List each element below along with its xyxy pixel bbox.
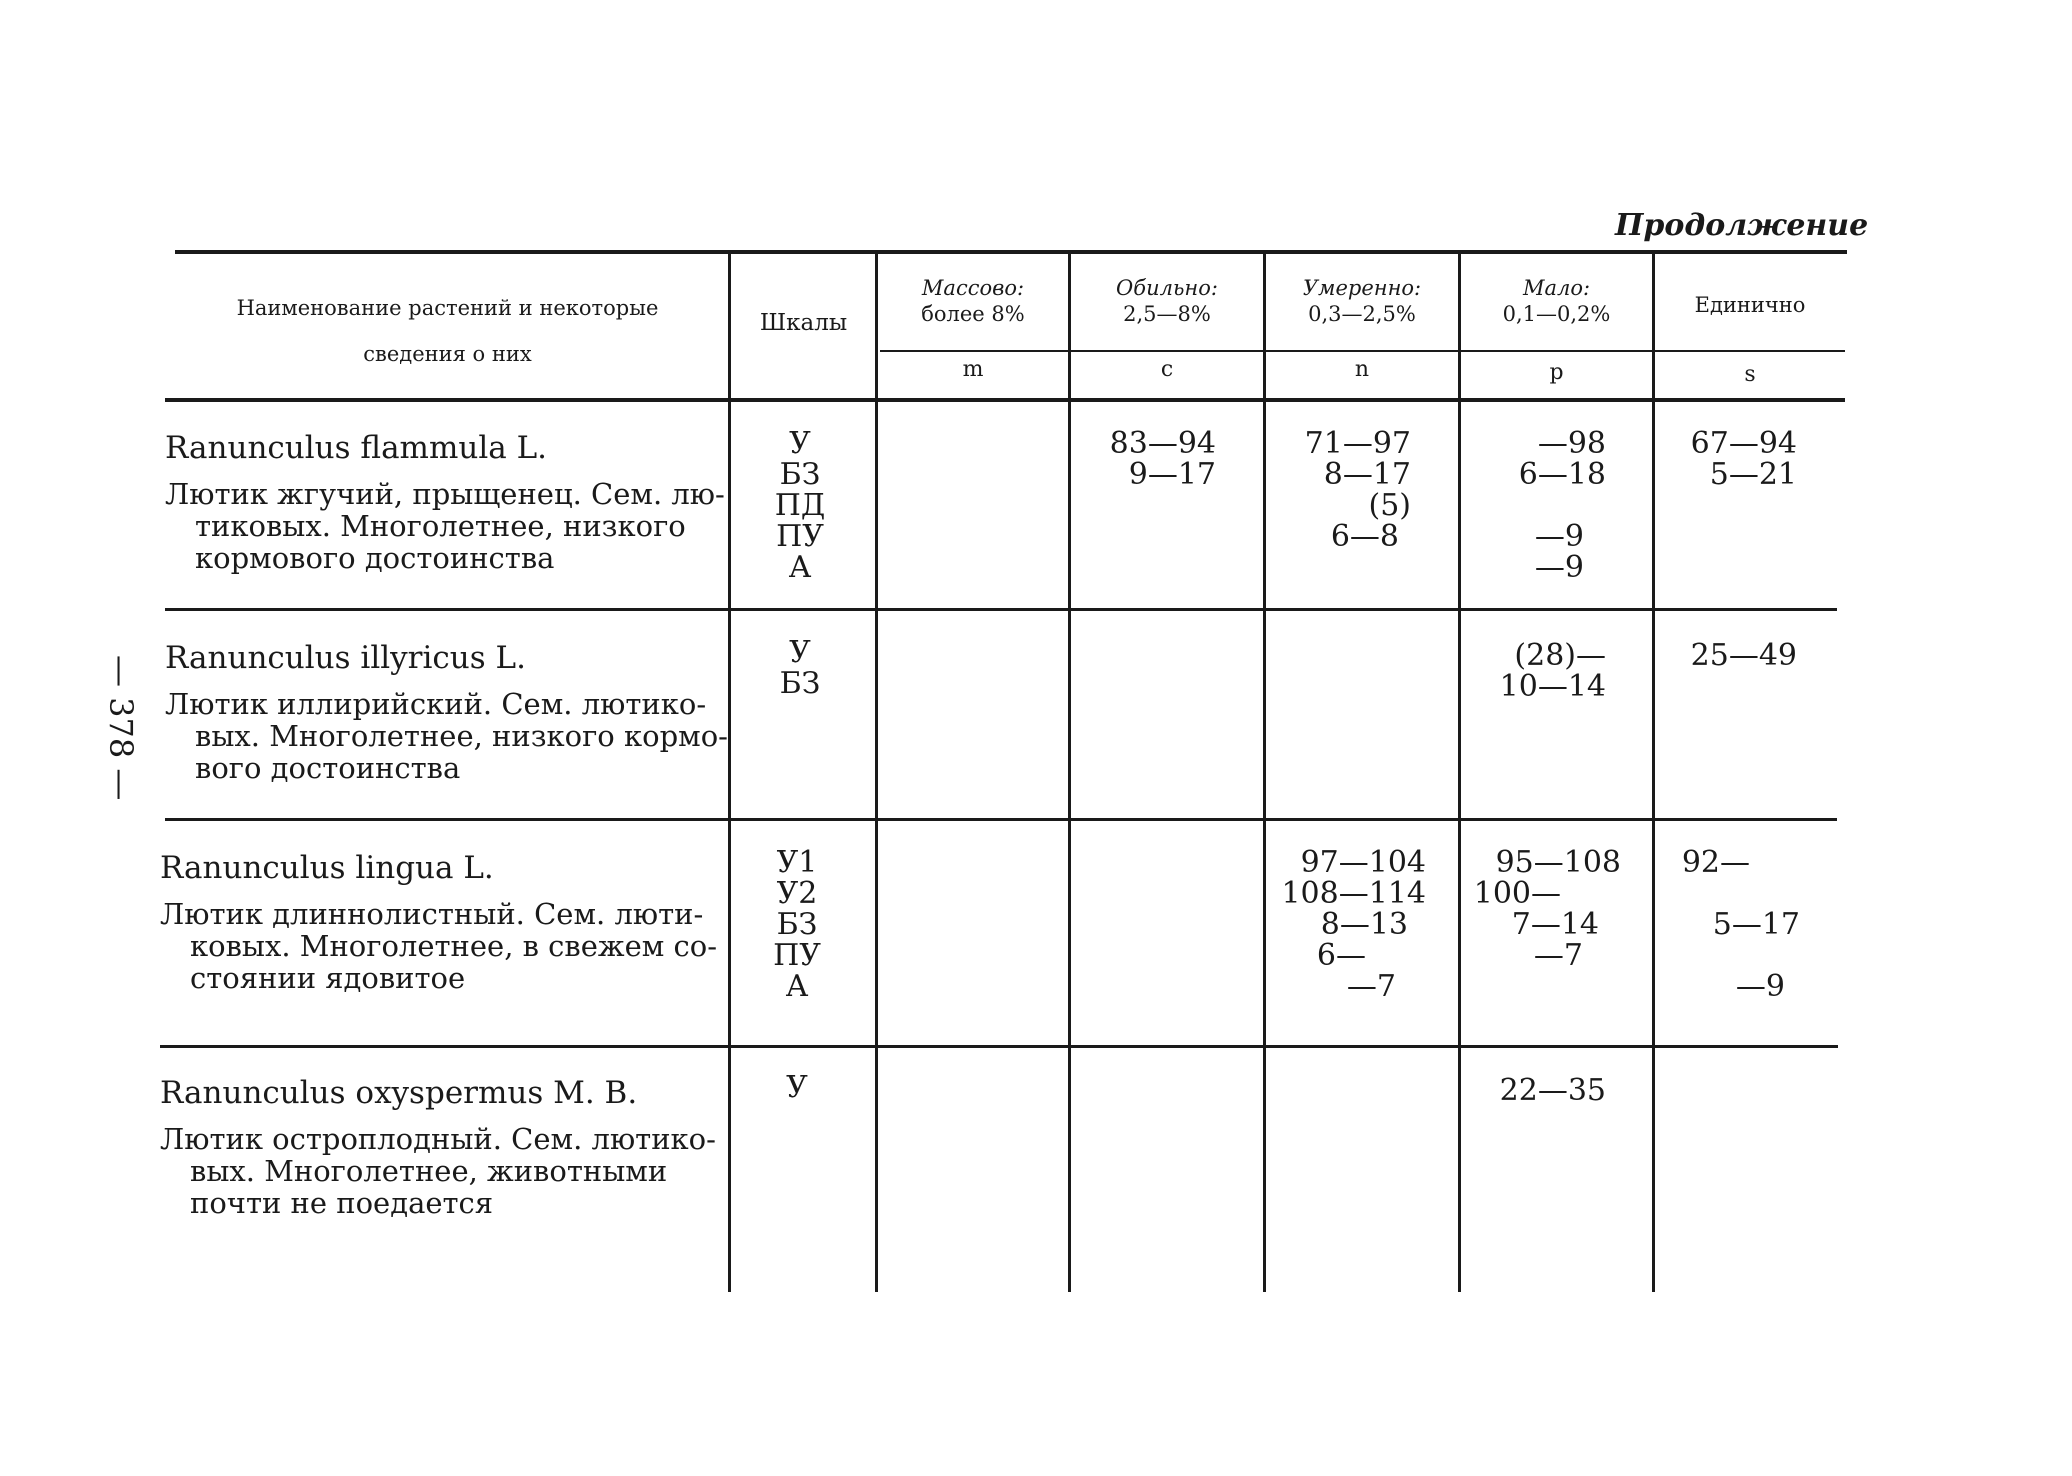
header-umerenno-label: Умеренно: [1302,276,1422,300]
desc-line: тиковых. Многолетнее, низкого [195,509,686,543]
table-continuation-caption: Продолжение [1615,208,1869,243]
desc-line: Лютик остроплодный. Сем. лютико- [160,1122,716,1156]
value-c [1071,428,1216,490]
col-divider-p-s [1652,252,1655,1292]
scale-code: БЗ [779,666,821,701]
scale-codes [745,428,855,583]
cell-value: (5) [1368,488,1411,523]
scale-code: У [786,1070,808,1105]
header-scales: Шкалы [759,310,848,336]
cell-value: —7 [1533,938,1583,973]
plant-description [160,897,718,995]
desc-line: стоянии ядовитое [190,961,466,995]
col-divider-c-n [1263,252,1266,1292]
header-malo-range: 0,1—0,2% [1502,302,1611,326]
header-s: s [1744,362,1756,387]
value-n [1266,428,1411,552]
cell-value: 10—14 [1499,669,1606,704]
desc-line: вого достоинства [195,751,461,785]
row-separator-3 [160,1045,1838,1048]
cell-value: 95—108 [1495,845,1621,880]
header-massovo-label: Массово: [921,276,1025,300]
cell-value: —9 [1534,550,1584,585]
plant-description [165,477,725,575]
cell-value: 92— [1681,845,1750,880]
header-malo [1461,275,1652,327]
header-bottom-rule [165,398,1845,402]
header-p: p [1549,360,1564,385]
cell-value: 25—49 [1690,638,1797,673]
scale-codes [742,847,852,1002]
value-p [1461,847,1621,971]
row-separator-2 [165,818,1837,821]
header-name-line2: сведения о них [363,342,532,366]
cell-value: (28)— [1514,638,1606,673]
cell-value: 9—17 [1128,457,1216,492]
cell-value: —7 [1346,969,1396,1004]
plant-latin-name: Ranunculus illyricus L. [165,640,526,676]
cell-value: 5—21 [1709,457,1797,492]
scale-code: У2 [776,876,818,911]
header-malo-label: Мало: [1522,276,1591,300]
col-divider-name-scales [728,252,731,1292]
page-number: — 378 — [102,655,140,801]
plant-latin-name: Ranunculus flammula L. [165,430,548,466]
col-divider-n-p [1458,252,1461,1292]
header-umerenno-range: 0,3—2,5% [1308,302,1416,326]
cell-value: 97—104 [1300,845,1426,880]
value-p [1461,640,1606,702]
header-c: c [1160,357,1174,382]
desc-line: вых. Многолетнее, животными [190,1154,668,1188]
cell-value: 5—17 [1712,907,1800,942]
scale-code: БЗ [779,457,821,492]
desc-line: почти не поедается [190,1186,494,1220]
col-divider-m-c [1068,252,1071,1292]
cell-value: 100— [1473,876,1561,911]
value-p [1461,1075,1606,1106]
plant-latin-name: Ranunculus lingua L. [160,850,494,886]
header-massovo-range: более 8% [921,302,1025,326]
desc-line: Лютик жгучий, прыщенец. Сем. лю- [165,477,725,511]
scale-code: ПД [774,488,826,523]
table-top-rule [175,250,1847,254]
cell-value: 71—97 [1304,426,1411,461]
cell-value: 8—17 [1323,457,1411,492]
header-obilno [1071,275,1263,327]
plant-description [165,687,728,785]
plant-description [160,1122,716,1220]
header-edinichno: Единично [1694,293,1806,317]
value-p [1461,428,1606,583]
scale-code: ПУ [773,938,821,973]
header-n: n [1354,357,1370,382]
scale-code: ПУ [776,519,824,554]
cell-value: 6—8 [1330,519,1399,554]
scale-code: У [789,426,811,461]
cell-value: 108—114 [1281,876,1426,911]
cell-value: 6—18 [1518,457,1606,492]
scale-codes [742,1072,852,1103]
cell-value: 83—94 [1109,426,1216,461]
scale-codes [745,637,855,699]
scale-code: А [785,969,809,1004]
value-s [1655,847,1800,1002]
scale-code: У [789,635,811,670]
header-massovo [878,275,1068,327]
row-separator-1 [165,608,1837,611]
header-name-col [175,285,720,377]
header-m: m [962,357,984,382]
cell-value: 22—35 [1499,1073,1606,1108]
plant-latin-name: Ranunculus oxyspermus M. B. [160,1075,638,1111]
scale-code: У1 [776,845,818,880]
value-n [1266,847,1426,1002]
desc-line: ковых. Многолетнее, в свежем со- [190,929,718,963]
cell-value: —9 [1735,969,1785,1004]
cell-value: 7—14 [1511,907,1599,942]
desc-line: Лютик длиннолистный. Сем. люти- [160,897,704,931]
header-name-line1: Наименование растений и некоторые [236,296,659,320]
header-umerenno [1266,275,1458,327]
value-s [1655,640,1797,671]
cell-value: 67—94 [1690,426,1797,461]
cell-value: —9 [1534,519,1584,554]
cell-value: 8—13 [1320,907,1408,942]
header-obilno-label: Обильно: [1116,276,1218,300]
value-s [1655,428,1797,490]
desc-line: Лютик иллирийский. Сем. лютико- [165,687,707,721]
cell-value: 6— [1316,938,1366,973]
desc-line: кормового достоинства [195,541,555,575]
col-divider-scales-m [875,252,878,1292]
scale-code: А [788,550,812,585]
desc-line: вых. Многолетнее, низкого кормо- [195,719,728,753]
cell-value: —98 [1537,426,1606,461]
header-obilno-range: 2,5—8% [1123,302,1211,326]
scale-code: БЗ [776,907,818,942]
header-sub-rule [880,350,1845,352]
